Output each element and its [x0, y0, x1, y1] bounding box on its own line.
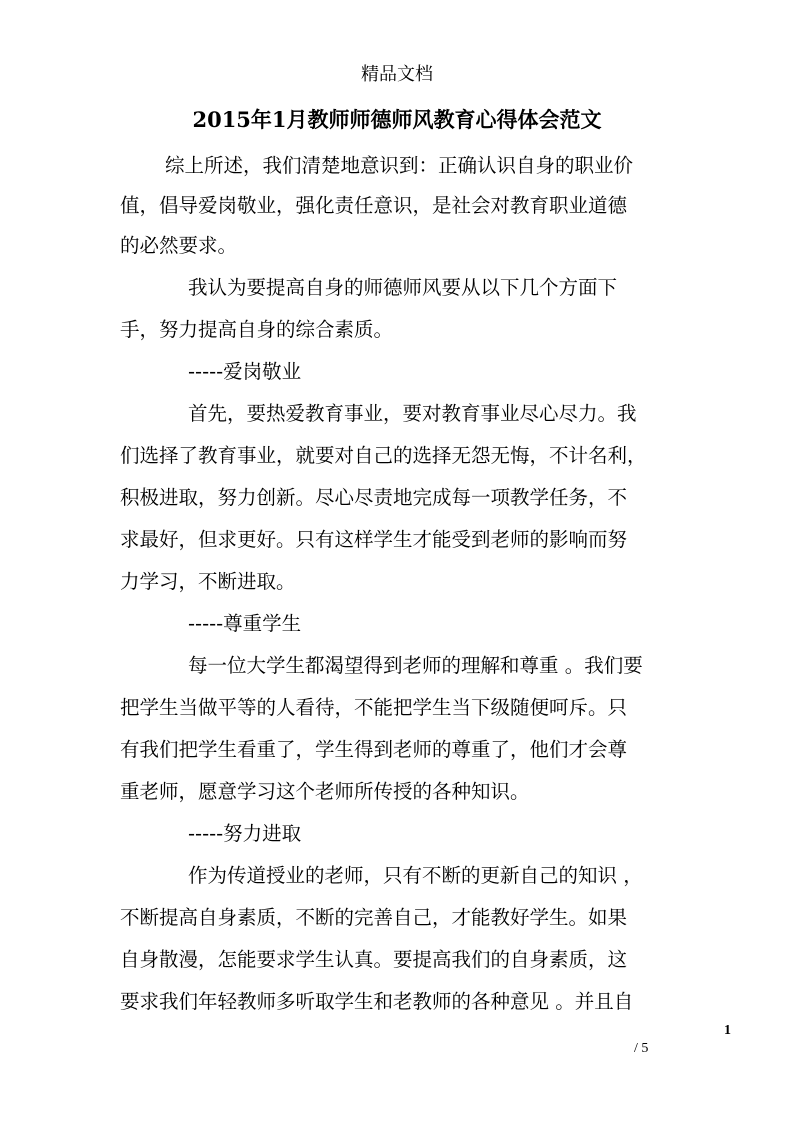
body-line: 求最好，但求更好。只有这样学生才能受到老师的影响而努 — [120, 528, 628, 551]
body-line: 自身散漫，怎能要求学生认真。要提高我们的自身素质，这 — [120, 948, 628, 971]
body-line: 把学生当做平等的人看待，不能把学生当下级随便呵斥。只 — [120, 696, 628, 719]
body-line: 有我们把学生看重了，学生得到老师的尊重了，他们才会尊 — [120, 738, 628, 761]
section-heading: -----努力进取 — [188, 822, 302, 845]
page-total: / 5 — [634, 1041, 649, 1056]
page-header-label: 精品文档 — [361, 64, 433, 85]
section-heading: -----爱岗敬业 — [188, 360, 302, 383]
body-line: 我认为要提高自身的师德师风要从以下几个方面下 — [188, 276, 618, 299]
body-line: 力学习，不断进取。 — [120, 570, 296, 593]
body-line: 的必然要求。 — [120, 234, 238, 257]
body-line: 重老师，愿意学习这个老师所传授的各种知识。 — [120, 780, 530, 803]
body-line: 综上所述，我们清楚地意识到：正确认识自身的职业价 — [165, 154, 634, 177]
body-line: 不断提高自身素质，不断的完善自己，才能教好学生。如果 — [120, 906, 628, 929]
body-line: 们选择了教育事业，就要对自己的选择无怨无悔，不计名利， — [120, 444, 647, 467]
body-line: 首先，要热爱教育事业，要对教育事业尽心尽力。我 — [188, 402, 637, 425]
body-line: 值，倡导爱岗敬业，强化责任意识，是社会对教育职业道德 — [120, 194, 628, 217]
body-line: 手，努力提高自身的综合素质。 — [120, 318, 394, 341]
document-title: 2015年1月教师师德师风教育心得体会范文 — [192, 107, 602, 132]
section-heading: -----尊重学生 — [188, 612, 302, 635]
body-line: 积极进取，努力创新。尽心尽责地完成每一项教学任务，不 — [120, 486, 628, 509]
body-line: 每一位大学生都渴望得到老师的理解和尊重 。我们要 — [188, 654, 643, 677]
body-line: 要求我们年轻教师多听取学生和老教师的各种意见 。并且自 — [120, 990, 634, 1013]
page-number: 1 — [724, 1023, 731, 1038]
body-line: 作为传道授业的老师，只有不断的更新自己的知识 ， — [188, 864, 643, 887]
